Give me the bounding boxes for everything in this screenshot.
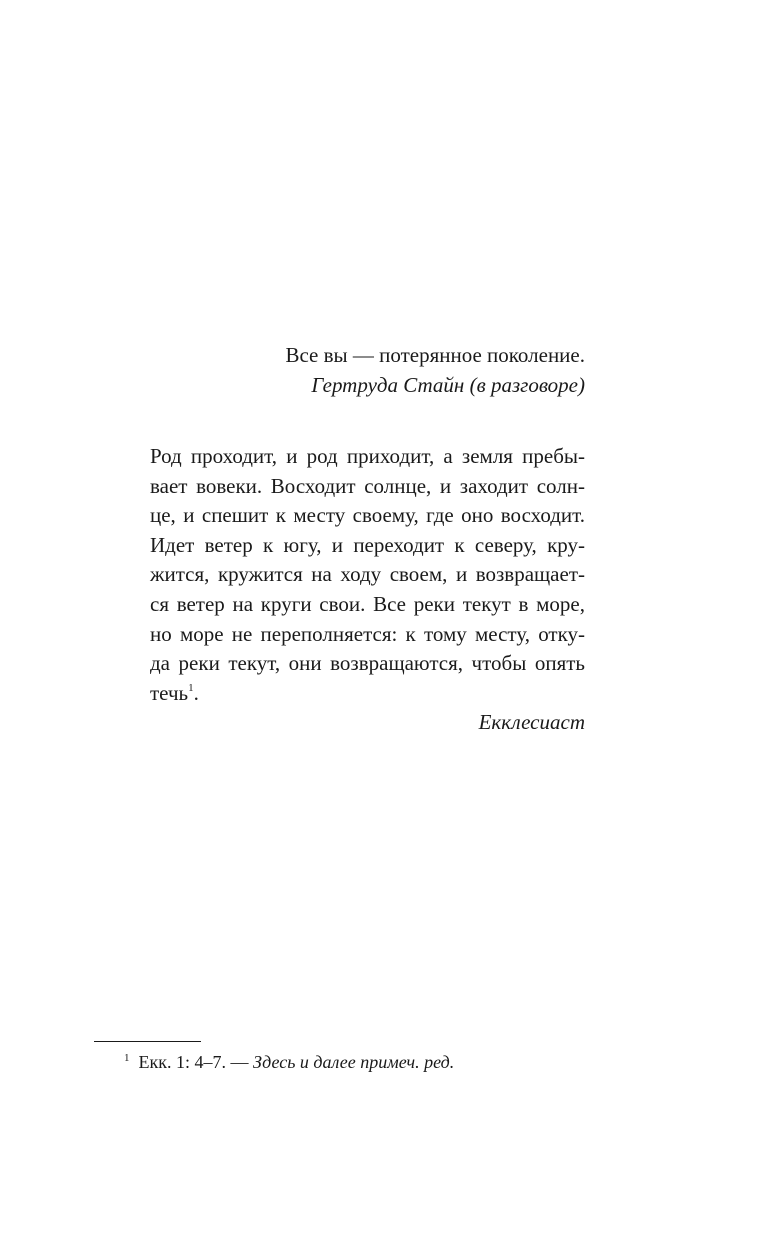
epigraph-attribution: Екклесиаст: [478, 710, 585, 735]
epigraph-attribution: Гертруда Стайн (в разговоре): [311, 373, 585, 397]
epigraph-line: це, и спешит к месту своему, где оно восходит.: [150, 503, 585, 528]
footnote-reference: Екк. 1: 4–7. —: [138, 1052, 249, 1072]
epigraph-line: ся ветер на круги свои. Все реки текут в море,: [150, 591, 585, 616]
epigraph-last-line: [150, 679, 585, 709]
epigraph-line: Род проходит, и род приходит, а земля пребы-: [150, 444, 585, 468]
epigraph-line: Идет ветер к югу, и переходит к северу, кру-: [150, 532, 585, 557]
epigraph-line: жится, кружится на ходу своем, и возвращает-: [150, 562, 585, 587]
epigraph-quote: Все вы — потерянное поколение.: [285, 343, 585, 367]
footnote: [124, 1048, 454, 1076]
epigraph-last-word: течь: [150, 680, 189, 705]
epigraph-line: да реки текут, они возвращаются, чтобы опять: [150, 651, 585, 676]
epigraph-stein: [150, 340, 585, 400]
footnote-reference-mark[interactable]: 1: [188, 681, 194, 694]
footnote-number: 1: [124, 1052, 130, 1064]
footnote-note: Здесь и далее примеч. ред.: [253, 1052, 455, 1072]
epigraph-ecclesiastes: [150, 442, 585, 738]
footnote-separator: [94, 1041, 201, 1042]
epigraph-line: но море не переполняется: к тому месту, отку-: [150, 621, 585, 646]
epigraph-line: вает вовеки. Восходит солнце, и заходит солн-: [150, 473, 585, 498]
epigraph-period: .: [193, 680, 199, 705]
